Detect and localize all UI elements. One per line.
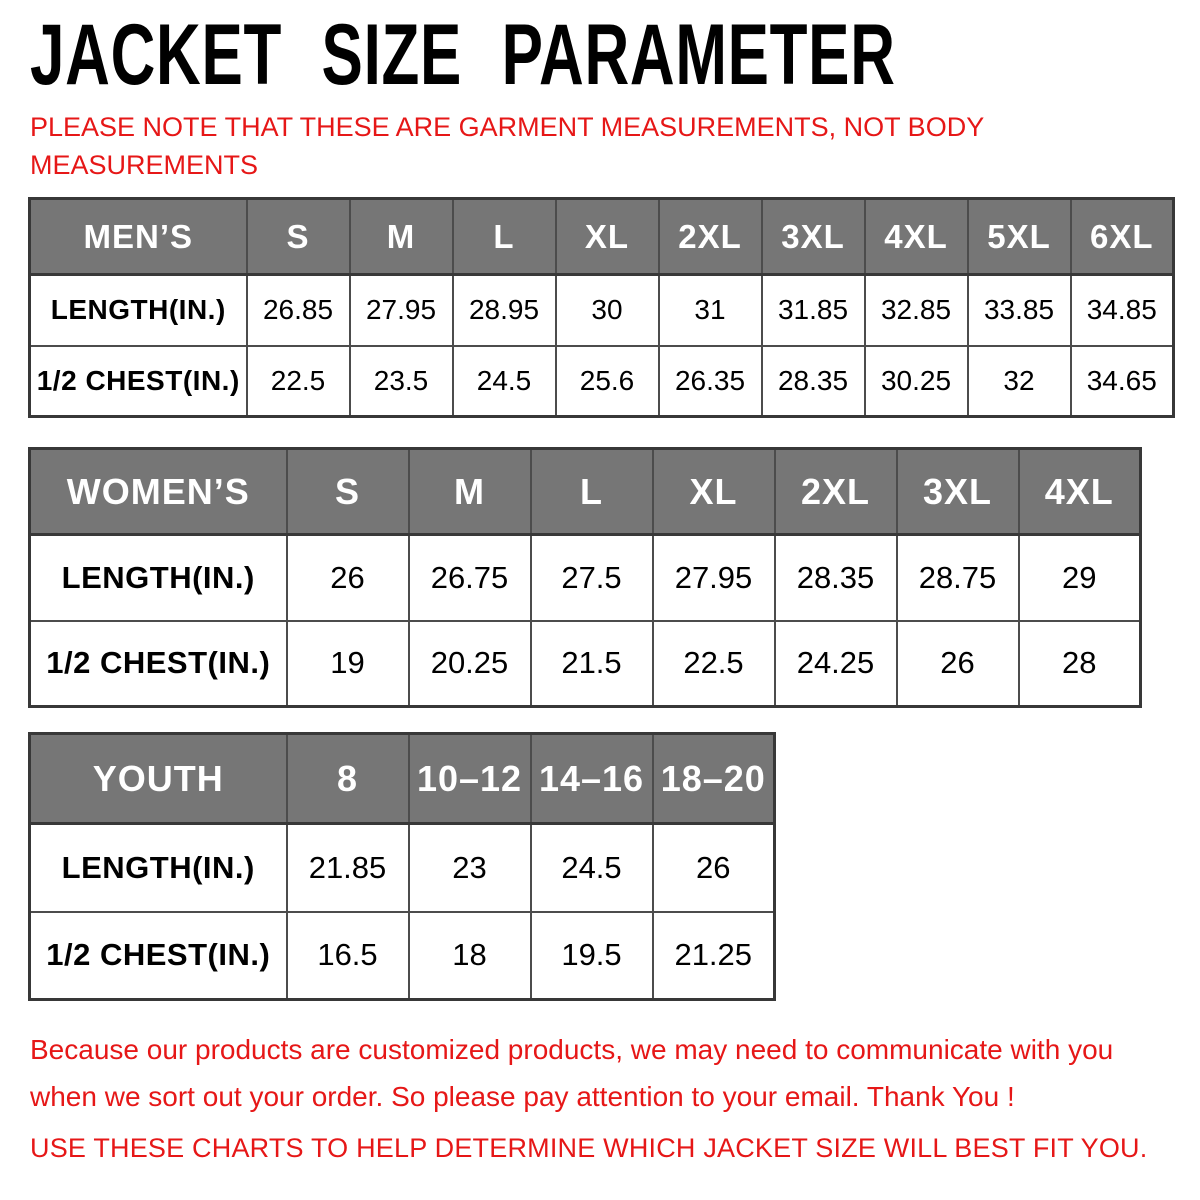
mens-value-cell: 26.85 bbox=[247, 275, 350, 346]
womens-value-cell: 20.25 bbox=[409, 621, 531, 707]
mens-header-row bbox=[30, 199, 1174, 275]
mens-value-cell: 32.85 bbox=[865, 275, 968, 346]
youth-size-header: 8 bbox=[287, 734, 409, 824]
mens-size-header: S bbox=[247, 199, 350, 275]
womens-size-header: 2XL bbox=[775, 449, 897, 535]
youth-value-cell: 16.5 bbox=[287, 912, 409, 1000]
mens-size-header: 3XL bbox=[762, 199, 865, 275]
youth-value-cell: 26 bbox=[653, 824, 775, 912]
mens-value-cell: 22.5 bbox=[247, 346, 350, 417]
fit-advice-line: USE THESE CHARTS TO HELP DETERMINE WHICH JACKET SIZE WILL BEST FIT YOU. bbox=[30, 1133, 1148, 1163]
youth-size-header: 14–16 bbox=[531, 734, 653, 824]
mens-value-cell: 31.85 bbox=[762, 275, 865, 346]
mens-measurement-row bbox=[30, 346, 1174, 417]
mens-size-header: 5XL bbox=[968, 199, 1071, 275]
womens-size-header: L bbox=[531, 449, 653, 535]
customization-notice-line-1: Because our products are customized products, we may need to communicate with you bbox=[30, 1034, 1114, 1065]
mens-size-header: XL bbox=[556, 199, 659, 275]
womens-value-cell: 28.75 bbox=[897, 535, 1019, 621]
youth-value-cell: 21.85 bbox=[287, 824, 409, 912]
womens-row-label: 1/2 CHEST(IN.) bbox=[30, 621, 287, 707]
mens-size-header: 4XL bbox=[865, 199, 968, 275]
youth-header-row bbox=[30, 734, 775, 824]
youth-row-label: LENGTH(IN.) bbox=[30, 824, 287, 912]
womens-size-header: S bbox=[287, 449, 409, 535]
womens-measurement-row bbox=[30, 621, 1141, 707]
page-title: JACKET SIZE PARAMETER bbox=[30, 7, 896, 103]
womens-measurement-row bbox=[30, 535, 1141, 621]
youth-size-table bbox=[28, 732, 776, 1001]
womens-size-header: M bbox=[409, 449, 531, 535]
youth-measurement-row bbox=[30, 912, 775, 1000]
youth-value-cell: 19.5 bbox=[531, 912, 653, 1000]
youth-measurement-row bbox=[30, 824, 775, 912]
womens-value-cell: 22.5 bbox=[653, 621, 775, 707]
mens-value-cell: 31 bbox=[659, 275, 762, 346]
womens-value-cell: 27.5 bbox=[531, 535, 653, 621]
mens-value-cell: 30 bbox=[556, 275, 659, 346]
womens-value-cell: 27.95 bbox=[653, 535, 775, 621]
youth-row-label: 1/2 CHEST(IN.) bbox=[30, 912, 287, 1000]
womens-value-cell: 26 bbox=[287, 535, 409, 621]
mens-value-cell: 34.65 bbox=[1071, 346, 1174, 417]
mens-value-cell: 33.85 bbox=[968, 275, 1071, 346]
womens-size-table-container bbox=[28, 447, 1142, 708]
womens-row-label: LENGTH(IN.) bbox=[30, 535, 287, 621]
womens-value-cell: 19 bbox=[287, 621, 409, 707]
youth-value-cell: 23 bbox=[409, 824, 531, 912]
womens-value-cell: 21.5 bbox=[531, 621, 653, 707]
mens-size-header: 6XL bbox=[1071, 199, 1174, 275]
mens-measurement-row bbox=[30, 275, 1174, 346]
youth-size-header: 18–20 bbox=[653, 734, 775, 824]
customization-notice bbox=[30, 1026, 1190, 1120]
mens-value-cell: 34.85 bbox=[1071, 275, 1174, 346]
mens-size-header: M bbox=[350, 199, 453, 275]
womens-size-header: 3XL bbox=[897, 449, 1019, 535]
womens-value-cell: 24.25 bbox=[775, 621, 897, 707]
womens-value-cell: 29 bbox=[1019, 535, 1141, 621]
womens-header-row bbox=[30, 449, 1141, 535]
note-line-1: PLEASE NOTE THAT THESE ARE GARMENT MEASUREMENTS, NOT BODY bbox=[30, 112, 985, 142]
womens-size-header: 4XL bbox=[1019, 449, 1141, 535]
youth-size-header: 10–12 bbox=[409, 734, 531, 824]
womens-size-header: XL bbox=[653, 449, 775, 535]
youth-value-cell: 18 bbox=[409, 912, 531, 1000]
womens-size-table bbox=[28, 447, 1142, 708]
mens-size-header: 2XL bbox=[659, 199, 762, 275]
mens-size-table-container bbox=[28, 197, 1175, 418]
garment-measurement-note bbox=[30, 108, 984, 184]
mens-value-cell: 26.35 bbox=[659, 346, 762, 417]
womens-table-title: WOMEN’S bbox=[30, 449, 287, 535]
customization-notice-line-2: when we sort out your order. So please pay attention to your email. Thank You ! bbox=[30, 1081, 1015, 1112]
note-line-2: MEASUREMENTS bbox=[30, 150, 259, 180]
mens-value-cell: 30.25 bbox=[865, 346, 968, 417]
mens-value-cell: 25.6 bbox=[556, 346, 659, 417]
mens-row-label: LENGTH(IN.) bbox=[30, 275, 247, 346]
womens-value-cell: 26 bbox=[897, 621, 1019, 707]
youth-size-table-container bbox=[28, 732, 776, 1001]
youth-value-cell: 24.5 bbox=[531, 824, 653, 912]
mens-value-cell: 23.5 bbox=[350, 346, 453, 417]
mens-value-cell: 28.95 bbox=[453, 275, 556, 346]
mens-row-label: 1/2 CHEST(IN.) bbox=[30, 346, 247, 417]
youth-table-title: YOUTH bbox=[30, 734, 287, 824]
womens-value-cell: 28 bbox=[1019, 621, 1141, 707]
mens-size-table bbox=[28, 197, 1175, 418]
mens-table-title: MEN’S bbox=[30, 199, 247, 275]
mens-size-header: L bbox=[453, 199, 556, 275]
mens-value-cell: 32 bbox=[968, 346, 1071, 417]
womens-value-cell: 26.75 bbox=[409, 535, 531, 621]
mens-value-cell: 24.5 bbox=[453, 346, 556, 417]
youth-value-cell: 21.25 bbox=[653, 912, 775, 1000]
mens-value-cell: 27.95 bbox=[350, 275, 453, 346]
mens-value-cell: 28.35 bbox=[762, 346, 865, 417]
womens-value-cell: 28.35 bbox=[775, 535, 897, 621]
